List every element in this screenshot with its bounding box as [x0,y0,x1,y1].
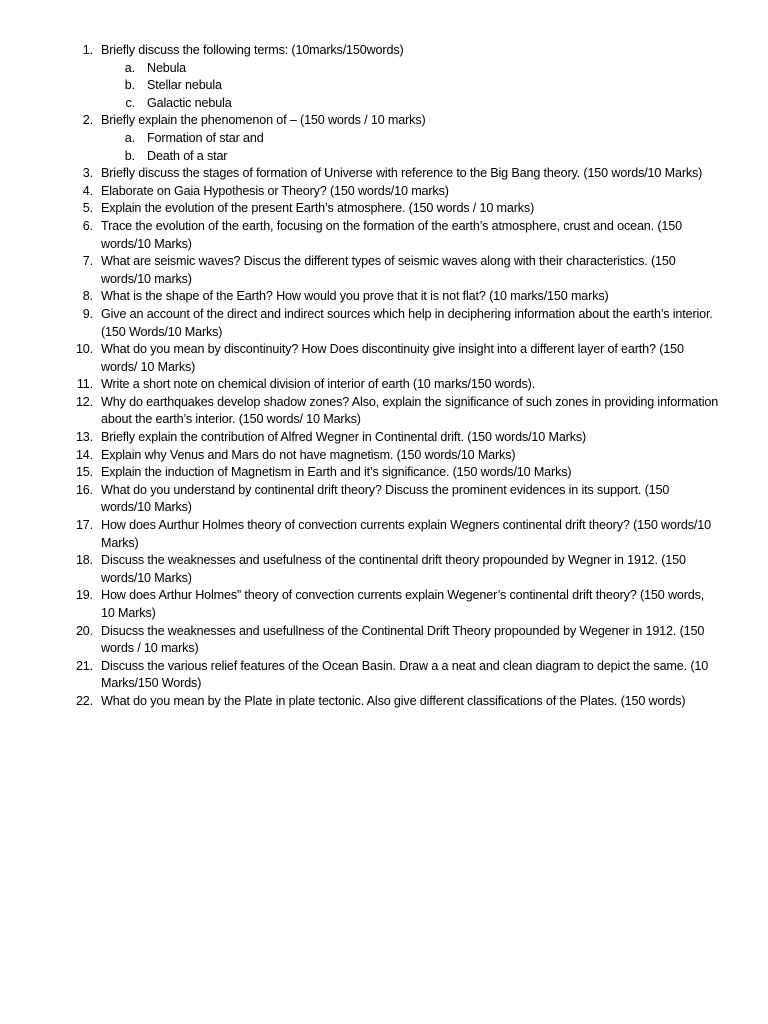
letter-gap [135,130,147,148]
question-text: What are seismic waves? Discus the different types of seismic waves along with their characteristics. (150 words/10 marks) [101,254,676,286]
question-text: Trace the evolution of the earth, focusing on the formation of the earth’s atmosphere, crust and ocean. (150 words/10 Marks) [101,218,682,251]
sub-question-item [101,148,720,166]
number-gap [93,200,101,218]
question-text: What do you understand by continental drift theory? Discuss the prominent evidences in its support. (150 words/10 Marks) [101,482,670,515]
question-body [101,253,720,288]
sub-question-text: Formation of star and [147,130,264,145]
question-text: What do you mean by discontinuity? How Does discontinuity give insight into a different layer of earth? (150 words/ 10 Marks) [101,342,684,374]
question-number: 9. [82,306,93,321]
question-number: 7. [82,254,93,269]
number-gap [93,693,101,711]
question-body [101,306,720,341]
sub-question-item [101,130,720,148]
number-gap [93,517,101,552]
question-text: Explain the induction of Magnetism in Earth and it’s significance. (150 words/10 Marks) [101,465,572,480]
number-gap [93,394,101,429]
question-body [101,693,720,711]
question-list [60,42,720,711]
question-item [60,200,720,218]
number-gap [93,464,101,482]
question-item [60,517,720,552]
question-item [60,253,720,288]
question-item [60,42,720,112]
question-body [101,552,720,587]
question-body [101,482,720,517]
question-text: Discuss the weaknesses and usefulness of the continental drift theory propounded by Wegner in 1912. (150 words/10 Marks) [101,553,686,585]
sub-question-letter: a. [124,60,135,75]
sub-question-text: Death of a star [147,148,228,163]
question-text: What is the shape of the Earth? How would you prove that it is not flat? (10 marks/150 marks) [101,289,609,304]
question-text: How does Aurthur Holmes theory of convection currents explain Wegners continental drift theory? (150 words/10 Marks) [101,518,711,550]
question-item [60,552,720,587]
question-item [60,394,720,429]
number-gap [93,376,101,394]
question-item [60,482,720,517]
question-body [101,341,720,376]
sub-question-letter: b. [124,78,135,93]
question-number: 16. [75,482,93,497]
sub-question-item [101,60,720,78]
letter-gap [135,95,147,113]
question-text: Write a short note on chemical division of interior of earth (10 marks/150 words). [101,377,536,392]
letter-gap [135,148,147,166]
question-item [60,623,720,658]
question-text: Discuss the various relief features of the Ocean Basin. Draw a a neat and clean diagram to depict the same. (10 Marks/150 Words) [101,658,709,691]
question-text: Briefly explain the contribution of Alfred Wegner in Continental drift. (150 words/10 Marks) [101,430,587,445]
question-text: Disucss the weaknesses and usefullness of the Continental Drift Theory propounded by Wegener in 1912. (150 words / 10 marks) [101,623,705,656]
question-number: 1. [82,43,93,57]
question-number: 8. [82,289,93,304]
question-item [60,183,720,201]
question-body [101,165,720,183]
question-item [60,288,720,306]
number-gap [93,658,101,693]
question-text: Briefly explain the phenomenon of – (150 words / 10 marks) [101,113,426,128]
question-body [101,447,720,465]
question-body [101,623,720,658]
number-gap [93,183,101,201]
question-text: Briefly discuss the stages of formation of Universe with reference to the Big Bang theory. (150 words/10 Marks) [101,166,703,181]
question-body [101,42,720,112]
question-item [60,376,720,394]
question-body [101,218,720,253]
question-body [101,200,720,218]
question-number: 19. [75,588,93,603]
question-number: 11. [76,377,93,392]
question-number: 21. [75,658,93,673]
question-item [60,165,720,183]
question-number: 14. [75,447,93,462]
number-gap [93,587,101,622]
question-item [60,112,720,165]
number-gap [93,165,101,183]
letter-gap [135,60,147,78]
sub-question-text: Nebula [147,60,187,75]
question-item [60,693,720,711]
question-body [101,394,720,429]
question-number: 3. [82,166,93,181]
question-number: 4. [82,183,93,198]
question-number: 17. [75,518,93,533]
sub-question-text: Galactic nebula [147,95,232,110]
sub-question-letter: a. [124,130,135,145]
number-gap [93,552,101,587]
number-gap [93,341,101,376]
question-text: Why do earthquakes develop shadow zones? Also, explain the significance of such zones in providing information about the earth’s interior. (150 words/ 10 Marks) [101,394,719,427]
question-body [101,112,720,165]
question-body [101,517,720,552]
sub-question-text: Stellar nebula [147,78,222,93]
question-number: 13. [75,430,93,445]
number-gap [93,218,101,253]
question-body [101,288,720,306]
question-body [101,658,720,693]
sub-question-list [101,130,720,165]
sub-question-letter: b. [124,148,135,163]
number-gap [93,112,101,165]
question-number: 5. [82,201,93,216]
question-item [60,429,720,447]
question-item [60,218,720,253]
question-number: 18. [75,553,93,568]
question-number: 2. [82,113,93,128]
question-number: 12. [75,394,93,409]
question-number: 6. [82,218,93,233]
question-item [60,341,720,376]
question-text: Explain the evolution of the present Earth’s atmosphere. (150 words / 10 marks) [101,201,535,216]
question-body [101,464,720,482]
question-number: 20. [75,623,93,638]
number-gap [93,429,101,447]
question-body [101,183,720,201]
number-gap [93,623,101,658]
sub-question-item [101,95,720,113]
question-text: How does Arthur Holmes” theory of convection currents explain Wegener’s continental drift theory? (150 words, 10 Marks) [101,588,705,620]
question-item [60,447,720,465]
question-text: Briefly discuss the following terms: (10marks/150words) [101,43,404,57]
number-gap [93,42,101,112]
sub-question-letter: c. [125,95,135,110]
number-gap [93,253,101,288]
question-body [101,587,720,622]
question-number: 22. [75,693,93,708]
question-item [60,464,720,482]
question-number: 15. [75,465,93,480]
question-body [101,376,720,394]
question-item [60,587,720,622]
question-text: Give an account of the direct and indirect sources which help in deciphering information about the earth’s interior. (150 Words/10 Marks) [101,306,713,339]
sub-question-list [101,60,720,113]
number-gap [93,482,101,517]
number-gap [93,306,101,341]
question-text: Elaborate on Gaia Hypothesis or Theory? (150 words/10 marks) [101,183,449,198]
question-number: 10. [75,342,93,357]
letter-gap [135,77,147,95]
question-item [60,306,720,341]
question-text: What do you mean by the Plate in plate tectonic. Also give different classifications of the Plates. (150 words) [101,693,686,708]
question-item [60,658,720,693]
number-gap [93,447,101,465]
question-body [101,429,720,447]
question-text: Explain why Venus and Mars do not have magnetism. (150 words/10 Marks) [101,447,516,462]
sub-question-item [101,77,720,95]
number-gap [93,288,101,306]
